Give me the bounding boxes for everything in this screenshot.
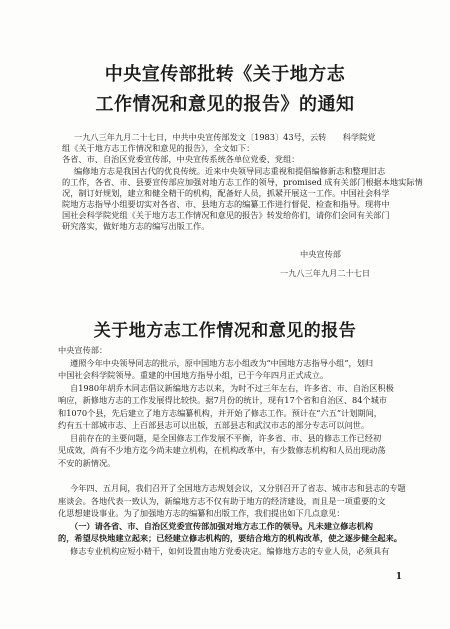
report-line: 约有五十部城市志、上百部县志可以出版，五部县志和武汉市志的部分专志可以问世。 xyxy=(58,420,370,430)
notice-paragraph-line: 院地方志指导小组要切实对各省、市、县地方志的编纂工作进行督促、检查和指导。现将中 xyxy=(62,199,390,209)
notice-paragraph-line: 各省、市、自治区党委宣传部，中央宣传系统各单位党委、党组： xyxy=(62,154,300,164)
notice-paragraph-line: 的工作，各省、市、县要宣传部应加强对地方志工作的领导，promised 成有关部门根据本地实际情 xyxy=(62,177,423,187)
report-line: 不安的新情况。 xyxy=(58,458,116,468)
report-line: （一）请各省、市、自治区党委宣传部加强对地方志工作的领导。凡未建立修志机构 xyxy=(70,521,373,531)
notice-signature-org: 中央宣传部 xyxy=(300,249,341,259)
notice-paragraph-line: 况，制订好规划，建立和健全精干的机构，配备好人员，抓紧开展这一工作。中国社会科学 xyxy=(62,188,390,198)
report-line: 中国社会科学院领导。重建的中国地方指导小组，已于今年四月正式成立。 xyxy=(58,370,329,380)
notice-signature-date: 一九八三年九月二十七日 xyxy=(280,268,371,278)
report-line: 目前存在的主要问题，是全国修志工作发展不平衡，许多省、市、县的修志工作已经初 xyxy=(70,433,382,443)
report-line: 座谈会。各地代表一致认为，新编地方志不仅有助于地方的经济建设，而且是一项重要的文 xyxy=(58,496,386,506)
report-salutation: 中央宣传部： xyxy=(58,345,108,355)
report-line: 化思想建设事业。为了加强地方志的编纂和出版工作，我们提出如下几点意见： xyxy=(58,508,345,518)
report-line: 遵照今年中央领导同志的批示，原中国地方志小组改为“中国地方志指导小组”，划归 xyxy=(70,358,374,368)
notice-paragraph-line: 编修地方志是我国古代的优良传统。近来中央领导同志重视和提倡编修新志和整理旧志 xyxy=(74,166,386,176)
page-number: 1 xyxy=(395,572,402,582)
notice-title-line-2: 工作情况和意见的报告》的通知 xyxy=(95,94,355,115)
report-line: 响应，新修地方志的工作发展得比较快。据7月份的统计，现有17个省和自治区、84个城市 xyxy=(58,395,387,405)
notice-paragraph-line: 国社会科学院党组《关于地方志工作情况和意见的报告》转发给你们，请你们会同有关部门 xyxy=(62,210,390,220)
report-line: 修志专业机构应短小精干，如何设置由地方党委决定。编修地方志的专业人员，必须具有 xyxy=(70,546,390,556)
report-line: 的，希望尽快地建立起来；已经建立修志机构的，要结合地方的机构改革，使之逐步健全起来。 xyxy=(58,533,402,543)
report-line: 自1980年胡乔木同志倡议新编地方志以来，为时不过三年左右，许多省、市、自治区积极 xyxy=(70,383,394,393)
notice-paragraph-line: 研究落实，做好地方志的编写出版工作。 xyxy=(62,221,210,231)
notice-title-line-1: 中央宣传部批转《关于地方志 xyxy=(104,64,346,85)
report-line: 见成效，尚有不少地方迄今尚未建立机构，在机构改革中，有少数修志机构和人员出现动荡 xyxy=(58,445,386,455)
report-line: 今年四、五月间，我们召开了全国地方志规划会议，又分别召开了省志、城市志和县志的专题 xyxy=(70,483,406,493)
notice-paragraph-line: 组《关于地方志工作情况和意见的报告》，全文如下： xyxy=(62,143,255,153)
notice-paragraph-line: 一九八三年九月二十七日，中共中央宣传部发文〔1983〕43号，云转 科学院党 xyxy=(74,132,376,142)
report-title: 关于地方志工作情况和意见的报告 xyxy=(93,321,357,341)
report-line: 和1070个县，先后建立了地方志编纂机构，并开始了修志工作。预计在“六五”计划期间， xyxy=(58,408,382,418)
